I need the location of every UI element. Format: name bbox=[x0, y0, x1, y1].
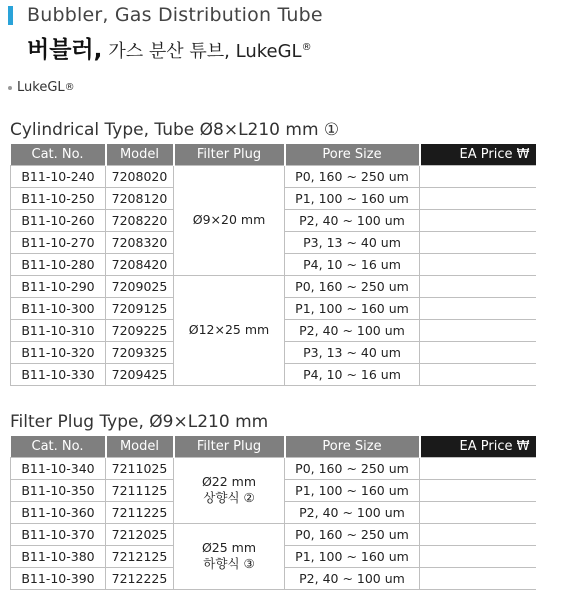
registered-mark: ® bbox=[301, 42, 312, 53]
filter-plug-size: Ø25 mm bbox=[201, 540, 257, 555]
filter-plug-cell bbox=[174, 523, 285, 589]
filter-plug-size: Ø22 mm bbox=[201, 474, 257, 489]
pore-size-cell: P0, 160 ~ 250 um bbox=[285, 275, 420, 297]
price-cell bbox=[420, 479, 536, 501]
cat-no-cell: B11-10-380 bbox=[11, 545, 106, 567]
subtitle-rest bbox=[108, 37, 311, 63]
price-cell bbox=[420, 319, 536, 341]
model-cell: 7208320 bbox=[106, 231, 174, 253]
model-cell: 7212025 bbox=[106, 523, 174, 545]
pore-size-cell: P3, 13 ~ 40 um bbox=[285, 231, 420, 253]
cat-no-cell: B11-10-270 bbox=[11, 231, 106, 253]
price-cell bbox=[420, 457, 536, 479]
price-cell bbox=[420, 297, 536, 319]
title-accent-bar bbox=[8, 6, 13, 25]
model-cell: 7209025 bbox=[106, 275, 174, 297]
model-cell: 7211025 bbox=[106, 457, 174, 479]
model-cell: 7209425 bbox=[106, 363, 174, 385]
filter-plug-cell bbox=[174, 165, 285, 275]
table-header-row bbox=[11, 436, 536, 457]
pore-size-cell: P2, 40 ~ 100 um bbox=[285, 501, 420, 523]
filter-plug-size: Ø12×25 mm bbox=[188, 322, 270, 337]
column-header: Filter Plug bbox=[174, 436, 285, 457]
section-title-cylindrical: Cylindrical Type, Tube Ø8×L210 mm ① bbox=[10, 120, 340, 140]
section-title-filter-plug: Filter Plug Type, Ø9×L210 mm bbox=[10, 412, 269, 432]
cat-no-cell: B11-10-340 bbox=[11, 457, 106, 479]
pore-size-cell: P4, 10 ~ 16 um bbox=[285, 253, 420, 275]
table-row bbox=[11, 165, 536, 187]
price-cell bbox=[420, 545, 536, 567]
pore-size-cell: P1, 100 ~ 160 um bbox=[285, 545, 420, 567]
pore-size-cell: P2, 40 ~ 100 um bbox=[285, 209, 420, 231]
pore-size-cell: P0, 160 ~ 250 um bbox=[285, 457, 420, 479]
table-row bbox=[11, 457, 536, 479]
product-table-filter-plug bbox=[10, 436, 536, 590]
page-header bbox=[8, 4, 553, 61]
page-title: Bubbler, Gas Distribution Tube bbox=[27, 4, 323, 26]
column-header: EA Price ₩ bbox=[420, 144, 536, 165]
pore-size-cell: P1, 100 ~ 160 um bbox=[285, 479, 420, 501]
model-cell: 7209125 bbox=[106, 297, 174, 319]
filter-plug-note: 하향식 ③ bbox=[203, 556, 255, 571]
model-cell: 7209225 bbox=[106, 319, 174, 341]
bullet-dot-icon bbox=[8, 86, 12, 90]
model-cell: 7208120 bbox=[106, 187, 174, 209]
column-header: Filter Plug bbox=[174, 144, 285, 165]
column-header: Cat. No. bbox=[11, 436, 106, 457]
pore-size-cell: P3, 13 ~ 40 um bbox=[285, 341, 420, 363]
title-row bbox=[8, 4, 553, 26]
cat-no-cell: B11-10-290 bbox=[11, 275, 106, 297]
pore-size-cell: P0, 160 ~ 250 um bbox=[285, 523, 420, 545]
model-cell: 7211225 bbox=[106, 501, 174, 523]
cat-no-cell: B11-10-300 bbox=[11, 297, 106, 319]
filter-plug-cell bbox=[174, 275, 285, 385]
cat-no-cell: B11-10-330 bbox=[11, 363, 106, 385]
cat-no-cell: B11-10-390 bbox=[11, 567, 106, 589]
cat-no-cell: B11-10-280 bbox=[11, 253, 106, 275]
model-cell: 7211125 bbox=[106, 479, 174, 501]
cat-no-cell: B11-10-250 bbox=[11, 187, 106, 209]
pore-size-cell: P0, 160 ~ 250 um bbox=[285, 165, 420, 187]
page-subtitle bbox=[8, 31, 553, 61]
model-cell: 7208220 bbox=[106, 209, 174, 231]
model-cell: 7212125 bbox=[106, 545, 174, 567]
price-cell bbox=[420, 165, 536, 187]
price-cell bbox=[420, 341, 536, 363]
product-table-cylindrical bbox=[10, 144, 536, 386]
cat-no-cell: B11-10-360 bbox=[11, 501, 106, 523]
column-header: Pore Size bbox=[285, 436, 420, 457]
pore-size-cell: P1, 100 ~ 160 um bbox=[285, 187, 420, 209]
price-cell bbox=[420, 209, 536, 231]
filter-plug-cell bbox=[174, 457, 285, 523]
cat-no-cell: B11-10-260 bbox=[11, 209, 106, 231]
table-header-row bbox=[11, 144, 536, 165]
filter-plug-size: Ø9×20 mm bbox=[192, 212, 266, 227]
price-cell bbox=[420, 523, 536, 545]
model-cell: 7209325 bbox=[106, 341, 174, 363]
model-cell: 7208020 bbox=[106, 165, 174, 187]
column-header: Cat. No. bbox=[11, 144, 106, 165]
model-cell: 7208420 bbox=[106, 253, 174, 275]
cat-no-cell: B11-10-320 bbox=[11, 341, 106, 363]
brand-name: LukeGL bbox=[17, 80, 65, 95]
subtitle-bold: 버블러, bbox=[27, 37, 103, 63]
column-header: Model bbox=[106, 144, 174, 165]
cat-no-cell: B11-10-240 bbox=[11, 165, 106, 187]
price-cell bbox=[420, 567, 536, 589]
model-cell: 7212225 bbox=[106, 567, 174, 589]
table-row bbox=[11, 523, 536, 545]
price-cell bbox=[420, 363, 536, 385]
pore-size-cell: P2, 40 ~ 100 um bbox=[285, 567, 420, 589]
price-cell bbox=[420, 275, 536, 297]
cat-no-cell: B11-10-350 bbox=[11, 479, 106, 501]
table-row bbox=[11, 275, 536, 297]
column-header: Model bbox=[106, 436, 174, 457]
cat-no-cell: B11-10-310 bbox=[11, 319, 106, 341]
price-cell bbox=[420, 231, 536, 253]
pore-size-cell: P1, 100 ~ 160 um bbox=[285, 297, 420, 319]
pore-size-cell: P4, 10 ~ 16 um bbox=[285, 363, 420, 385]
pore-size-cell: P2, 40 ~ 100 um bbox=[285, 319, 420, 341]
column-header: EA Price ₩ bbox=[420, 436, 536, 457]
price-cell bbox=[420, 253, 536, 275]
price-cell bbox=[420, 187, 536, 209]
price-cell bbox=[420, 501, 536, 523]
brand-bullet: LukeGL ® bbox=[8, 80, 75, 95]
cat-no-cell: B11-10-370 bbox=[11, 523, 106, 545]
subtitle-text: 가스 분산 튜브, LukeGL bbox=[108, 41, 302, 62]
column-header: Pore Size bbox=[285, 144, 420, 165]
filter-plug-note: 상향식 ② bbox=[203, 490, 255, 505]
